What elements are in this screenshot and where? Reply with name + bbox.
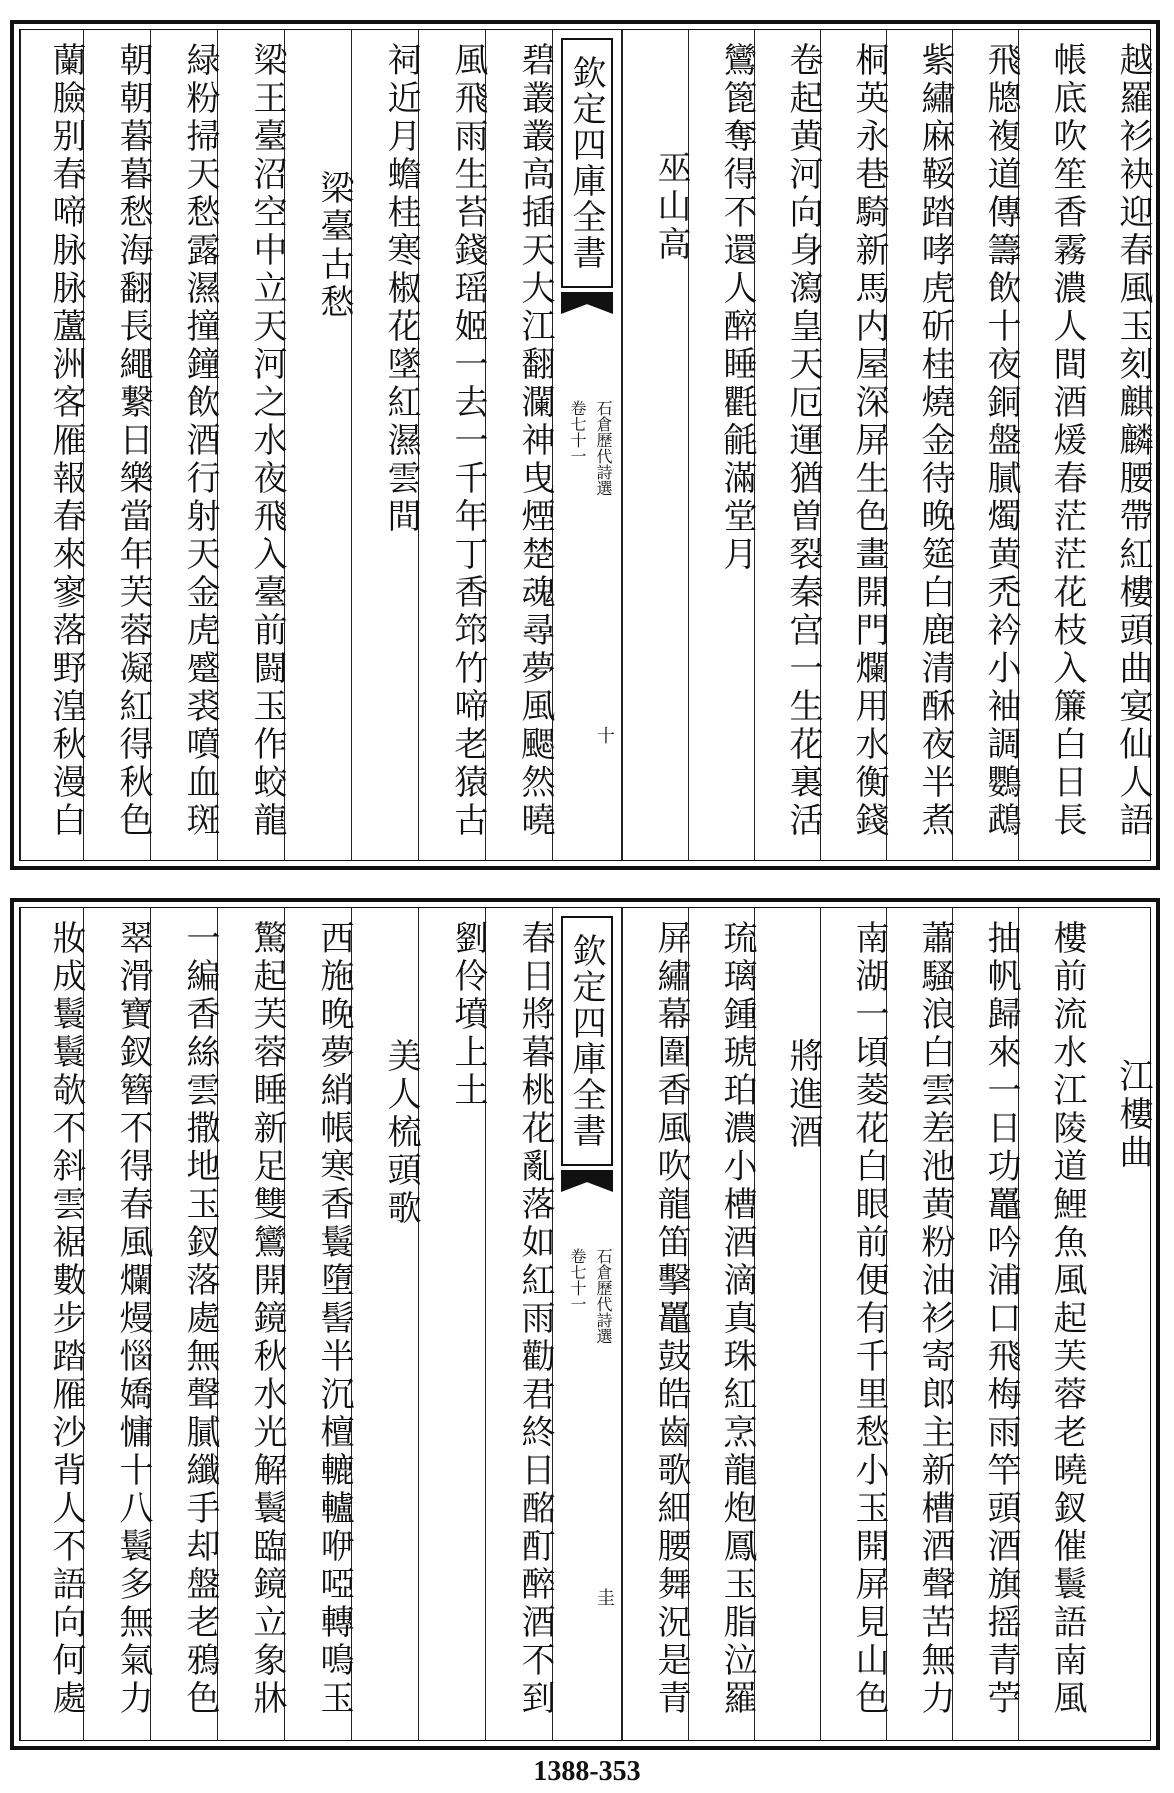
text-column xyxy=(688,30,757,860)
column-text: 桐英永巷騎新馬内屋深屏生色畫開門爛用水衡錢 xyxy=(849,42,889,840)
text-column xyxy=(217,908,287,1740)
page-number: 1388-353 xyxy=(533,1756,641,1787)
text-column xyxy=(20,908,86,1740)
text-column xyxy=(150,30,220,860)
column-text: 抽帆歸來一日功鼉吟浦口飛梅雨竿頭酒旗摇青苧 xyxy=(981,920,1021,1718)
banner-book-title: 石倉歷代詩選 xyxy=(594,400,613,496)
text-column xyxy=(217,30,287,860)
text-column xyxy=(20,30,86,860)
poem-title-column xyxy=(1084,908,1153,1740)
column-text: 琉璃鍾琥珀濃小槽酒滴真珠紅烹龍炮鳳玉脂泣羅 xyxy=(717,920,757,1718)
text-column xyxy=(820,30,889,860)
poem-title-column xyxy=(622,30,691,860)
column-text: 南湖一頃菱花白眼前便有千里愁小玉開屏見山色 xyxy=(849,920,889,1718)
fold-banner xyxy=(552,30,622,860)
poem-title: 將進酒 xyxy=(783,1038,823,1152)
text-column xyxy=(83,908,153,1740)
poem-title: 江樓曲 xyxy=(1113,1058,1153,1172)
text-column xyxy=(1018,908,1087,1740)
column-text: 鸞篦奪得不還人醉睡氍毹滿堂月 xyxy=(717,42,757,574)
column-text: 翠滑寶釵簪不得春風爛熳惱嬌慵十八鬟多無氣力 xyxy=(113,920,153,1718)
column-text: 妝成鬟鬟欹不斜雲裾數步踏雁沙背人不語向何處 xyxy=(46,920,86,1718)
text-column xyxy=(485,30,555,860)
column-text: 樓前流水江陵道鯉魚風起芙蓉老曉釵催鬟語南風 xyxy=(1047,920,1087,1718)
text-column xyxy=(622,908,691,1740)
column-text: 碧叢叢高插天大江翻瀾神曳煙楚魂尋夢風颸然曉 xyxy=(515,42,555,840)
fishtail-mark xyxy=(561,1170,613,1192)
banner-leaf-number: 十 xyxy=(597,726,615,747)
bottom-page-frame xyxy=(10,898,1160,1750)
column-text: 緑粉掃天愁露濕撞鐘飲酒行射天金虎蹙裘噴血斑 xyxy=(180,42,220,840)
column-text: 蕭騷浪白雲差池黄粉油衫寄郎主新槽酒聲苦無力 xyxy=(915,920,955,1718)
column-text: 梁王臺沼空中立天河之水夜飛入臺前闘玉作蛟龍 xyxy=(247,42,287,840)
column-text: 劉伶墳上土 xyxy=(448,920,488,1110)
text-column xyxy=(754,30,823,860)
text-column xyxy=(886,30,955,860)
fold-banner xyxy=(552,908,622,1740)
column-text: 帳底吹笙香霧濃人間酒煖春茫茫花枝入簾白日長 xyxy=(1047,42,1087,840)
text-column xyxy=(1084,30,1153,860)
column-text: 紫繡麻鞖踏哮虎斫桂燒金待晚筵白鹿清酥夜半煮 xyxy=(915,42,955,840)
text-column xyxy=(820,908,889,1740)
text-column xyxy=(150,908,220,1740)
poem-title-column xyxy=(754,908,823,1740)
poem-title: 梁臺古愁 xyxy=(314,170,354,322)
text-column xyxy=(284,908,354,1740)
banner-volume: 卷七十一 xyxy=(568,400,587,464)
column-text: 西施晚夢綃帳寒香鬟墮髻半沉檀轆轤咿啞轉鳴玉 xyxy=(314,920,354,1718)
banner-book-title: 石倉歷代詩選 xyxy=(594,1248,613,1344)
column-text: 蘭臉别春啼脉脉蘆洲客雁報春來寥落野湟秋漫白 xyxy=(46,42,86,840)
poem-title: 美人梳頭歌 xyxy=(381,1038,421,1228)
text-column xyxy=(1018,30,1087,860)
column-text: 風飛雨生苔錢瑶姬一去一千年丁香筇竹啼老猿古 xyxy=(448,42,488,840)
text-column xyxy=(485,908,555,1740)
banner-volume: 卷七十一 xyxy=(568,1248,587,1312)
column-text: 朝朝暮暮愁海翻長繩繋日樂當年芙蓉凝紅得秋色 xyxy=(113,42,153,840)
text-column xyxy=(418,30,488,860)
text-column xyxy=(83,30,153,860)
column-text: 驚起芙蓉睡新足雙鸞開鏡秋水光解鬟臨鏡立象牀 xyxy=(247,920,287,1718)
column-text: 春日將暮桃花亂落如紅雨勸君終日酩酊醉酒不到 xyxy=(515,920,555,1718)
banner-title: 欽定四庫全書 xyxy=(561,38,613,288)
column-text: 越羅衫袂迎春風玉刻麒麟腰帶紅樓頭曲宴仙人語 xyxy=(1113,42,1153,840)
poem-title-column xyxy=(284,30,354,860)
banner-leaf-number: 圭 xyxy=(597,1588,615,1609)
column-text: 屏繡幕圍香風吹龍笛擊鼉鼓皓齒歌細腰舞況是青 xyxy=(651,920,691,1718)
fishtail-mark xyxy=(561,292,613,314)
column-text: 一編香絲雲撒地玉釵落處無聲膩纖手却盤老鴉色 xyxy=(180,920,220,1718)
text-column xyxy=(351,30,421,860)
banner-title: 欽定四庫全書 xyxy=(561,916,613,1166)
column-text: 卷起黄河向身瀉皇天厄運猶曽裂秦宫一生花裏活 xyxy=(783,42,823,840)
column-text: 祠近月蟾桂寒椒花墜紅濕雲間 xyxy=(381,42,421,536)
poem-title-column xyxy=(351,908,421,1740)
text-column xyxy=(952,30,1021,860)
column-text: 飛牕複道傳籌飲十夜銅盤膩燭黄禿衿小袖調鸚鵡 xyxy=(981,42,1021,840)
text-column xyxy=(886,908,955,1740)
text-column xyxy=(688,908,757,1740)
poem-title: 巫山高 xyxy=(651,150,691,264)
top-page-frame xyxy=(10,20,1160,870)
text-column xyxy=(418,908,488,1740)
text-column xyxy=(952,908,1021,1740)
